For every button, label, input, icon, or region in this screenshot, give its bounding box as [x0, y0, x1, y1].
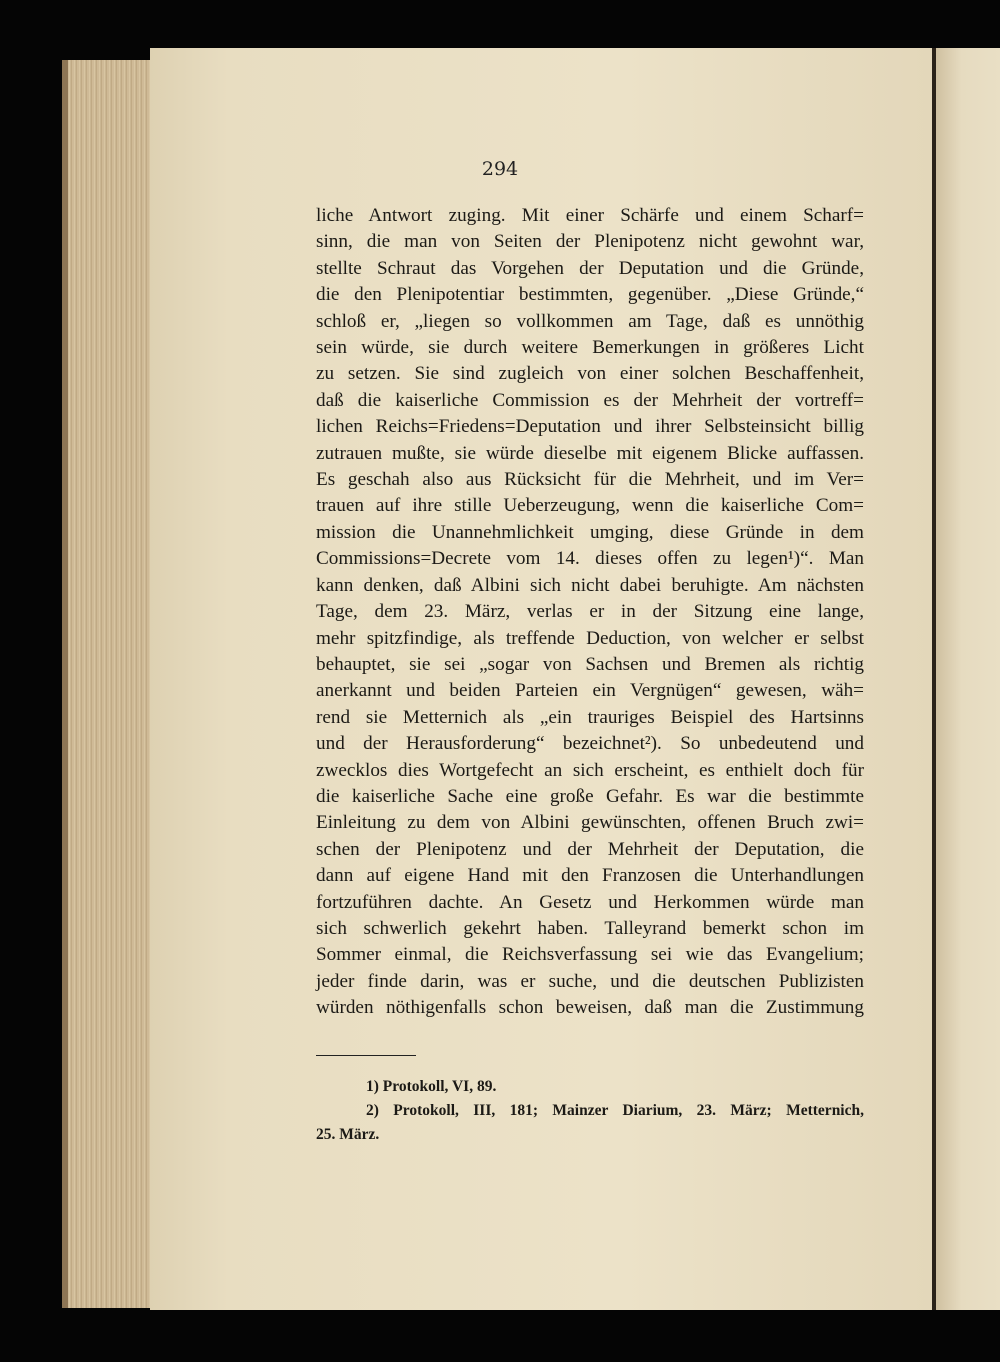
text-line: kann denken, daß Albini sich nicht dabei beruhigte. Am nächsten	[316, 574, 864, 596]
text-line: schen der Plenipotenz und der Mehrheit der Deputation, die	[316, 838, 864, 860]
text-line: mehr spitzfindige, als treffende Deduction, von welcher er selbst	[316, 627, 864, 649]
text-line: Einleitung zu dem von Albini gewünschten, offenen Bruch zwi=	[316, 812, 864, 834]
text-line: Es geschah also aus Rücksicht für die Mehrheit, und im Ver=	[316, 469, 864, 491]
text-line: anerkannt und beiden Parteien ein Vergnügen“ gewesen, wäh=	[316, 680, 864, 702]
footnote-2-continuation: 25. März.	[316, 1126, 380, 1143]
text-line: fortzuführen dachte. An Gesetz und Herkommen würde man	[316, 891, 864, 913]
text-line: rend sie Metternich als „ein trauriges Beispiel des Hartsinns	[316, 706, 864, 728]
text-line: sein würde, sie durch weitere Bemerkungen in größeres Licht	[316, 337, 864, 359]
body-text	[316, 203, 864, 1022]
page-number: 294	[481, 158, 519, 180]
text-line: lichen Reichs=Friedens=Deputation und ihrer Selbsteinsicht billig	[316, 416, 864, 438]
text-line: zutrauen mußte, sie würde dieselbe mit eigenem Blicke auffassen.	[316, 442, 864, 464]
footnote-1: 1) Protokoll, VI, 89.	[366, 1078, 497, 1095]
text-line: jeder finde darin, was er suche, und die deutschen Publizisten	[316, 970, 864, 992]
next-page-edge	[936, 48, 1000, 1310]
text-line: sich schwerlich gekehrt haben. Talleyrand bemerkt schon im	[316, 917, 864, 939]
text-line: sinn, die man von Seiten der Plenipotenz nicht gewohnt war,	[316, 231, 864, 253]
text-line: die kaiserliche Sache eine große Gefahr. Es war die bestimmte	[316, 785, 864, 807]
text-line: liche Antwort zuging. Mit einer Schärfe und einem Scharf=	[316, 205, 864, 226]
text-line: trauen auf ihre stille Ueberzeugung, wenn die kaiserliche Com=	[316, 495, 864, 517]
footnote-rule	[316, 1055, 416, 1056]
footnotes	[316, 1075, 864, 1147]
text-line: dann auf eigene Hand mit den Franzosen die Unterhandlungen	[316, 865, 864, 887]
text-line: behauptet, sie sei „sogar von Sachsen und Bremen als richtig	[316, 653, 864, 675]
text-line: und der Herausforderung“ bezeichnet²). So unbedeutend und	[316, 733, 864, 755]
text-line: Commissions=Decrete vom 14. dieses offen zu legen¹)“. Man	[316, 548, 864, 570]
text-line: zu setzen. Sie sind zugleich von einer solchen Beschaffenheit,	[316, 363, 864, 385]
text-line: würden nöthigenfalls schon beweisen, daß man die Zustimmung	[316, 997, 864, 1019]
text-line: mission die Unannehmlichkeit umging, diese Gründe in dem	[316, 521, 864, 543]
footnote-2: 2) Protokoll, III, 181; Mainzer Diarium, 23. März; Metternich,	[366, 1102, 864, 1119]
text-line: Tage, dem 23. März, verlas er in der Sitzung eine lange,	[316, 601, 864, 623]
text-line: die den Plenipotentiar bestimmten, gegenüber. „Diese Gründe,“	[316, 284, 864, 306]
text-line: stellte Schraut das Vorgehen der Deputation und die Gründe,	[316, 257, 864, 279]
text-line: daß die kaiserliche Commission es der Mehrheit der vortreff=	[316, 389, 864, 411]
text-line: zwecklos dies Wortgefecht an sich erscheint, es enthielt doch für	[316, 759, 864, 781]
text-line: schloß er, „liegen so vollkommen am Tage, daß es unnöthig	[316, 310, 864, 332]
text-line: Sommer einmal, die Reichsverfassung sei wie das Evangelium;	[316, 944, 864, 966]
